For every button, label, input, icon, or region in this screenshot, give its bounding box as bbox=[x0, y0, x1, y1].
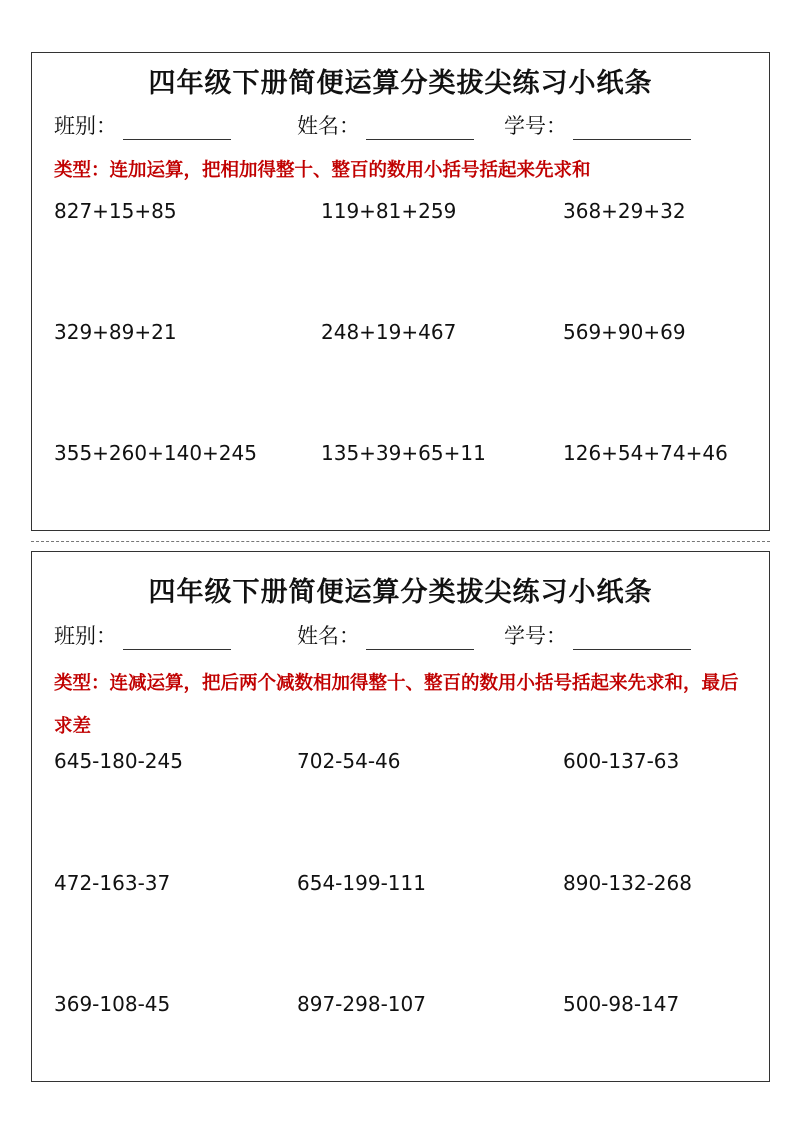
problem: 126+54+74+46 bbox=[563, 441, 728, 465]
problem: 890-132-268 bbox=[563, 871, 692, 895]
student-info-row bbox=[32, 110, 769, 140]
problem: 600-137-63 bbox=[563, 749, 680, 773]
name-field bbox=[297, 620, 474, 650]
problem: 119+81+259 bbox=[321, 199, 457, 223]
number-field bbox=[504, 620, 691, 650]
problem: 500-98-147 bbox=[563, 992, 680, 1016]
problem: 569+90+69 bbox=[563, 320, 686, 344]
name-blank[interactable] bbox=[366, 117, 474, 140]
class-blank[interactable] bbox=[123, 627, 231, 650]
worksheet-card-2 bbox=[31, 551, 770, 1082]
number-label: 学号： bbox=[504, 114, 567, 138]
student-info-row bbox=[32, 620, 769, 650]
problem: 135+39+65+11 bbox=[321, 441, 486, 465]
problem: 827+15+85 bbox=[54, 199, 177, 223]
problem: 654-199-111 bbox=[297, 871, 426, 895]
number-label: 学号： bbox=[504, 624, 567, 648]
class-blank[interactable] bbox=[123, 117, 231, 140]
number-blank[interactable] bbox=[573, 627, 691, 650]
number-blank[interactable] bbox=[573, 117, 691, 140]
problem: 369-108-45 bbox=[54, 992, 171, 1016]
number-field bbox=[504, 110, 691, 140]
worksheet-card-1 bbox=[31, 52, 770, 531]
name-label: 姓名： bbox=[297, 624, 360, 648]
problem: 248+19+467 bbox=[321, 320, 457, 344]
problem: 645-180-245 bbox=[54, 749, 183, 773]
problem: 368+29+32 bbox=[563, 199, 686, 223]
name-label: 姓名： bbox=[297, 114, 360, 138]
type-instruction: 类型：连加运算，把相加得整十、整百的数用小括号括起来先求和 bbox=[54, 160, 591, 181]
class-field bbox=[54, 110, 231, 140]
problem: 472-163-37 bbox=[54, 871, 171, 895]
problem: 355+260+140+245 bbox=[54, 441, 257, 465]
cut-line-divider bbox=[31, 541, 770, 542]
name-blank[interactable] bbox=[366, 627, 474, 650]
worksheet-title: 四年级下册简便运算分类拔尖练习小纸条 bbox=[148, 68, 653, 99]
problem: 329+89+21 bbox=[54, 320, 177, 344]
worksheet-title: 四年级下册简便运算分类拔尖练习小纸条 bbox=[148, 577, 653, 608]
class-label: 班别： bbox=[54, 114, 117, 138]
name-field bbox=[297, 110, 474, 140]
class-field bbox=[54, 620, 231, 650]
problem: 702-54-46 bbox=[297, 749, 401, 773]
type-instruction: 类型：连减运算，把后两个减数相加得整十、整百的数用小括号括起来先求和，最后求差 bbox=[54, 673, 739, 737]
problem: 897-298-107 bbox=[297, 992, 426, 1016]
class-label: 班别： bbox=[54, 624, 117, 648]
